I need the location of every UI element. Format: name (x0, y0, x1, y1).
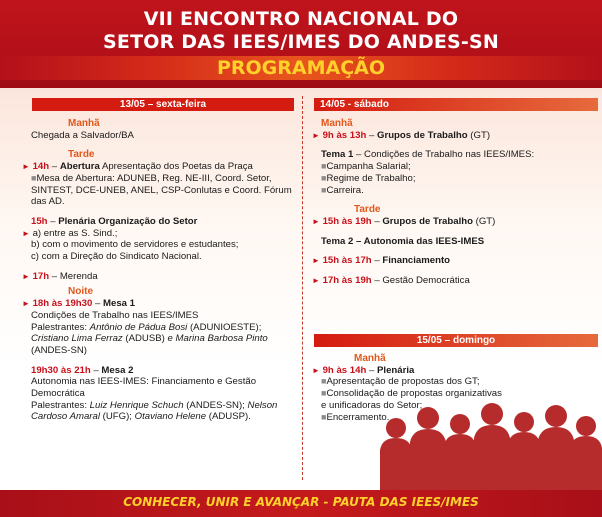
mesa1-speaker3-org: (ANDES-SN) (31, 344, 87, 356)
event-title-line2: SETOR DAS IEES/IMES DO ANDES-SN (103, 31, 499, 53)
mesa1-time: 18h às 19h30 (32, 298, 93, 310)
gt-time: 9h às 13h (322, 129, 367, 141)
plen-time: 9h às 14h (322, 364, 367, 376)
plenaria-title: Plenária Organização do Setor (58, 215, 198, 227)
tema1 (312, 149, 598, 161)
arrow-icon: ► (312, 216, 320, 226)
square-bullet-icon: ■ (321, 172, 327, 183)
square-bullet-icon: ■ (31, 172, 37, 183)
mesa1-conjunction: e (167, 333, 173, 345)
mesa1-theme: Condições de Trabalho nas IEES/IMES (31, 309, 199, 321)
mesa2-pal-label: Palestrantes: (31, 399, 87, 411)
day1-mesa-abertura (22, 173, 298, 208)
mesa1-speaker3: Marina Barbosa Pinto (175, 333, 268, 345)
day1-schedule (22, 118, 298, 423)
arrow-icon: ► (312, 256, 320, 266)
plen-title: Plenária (377, 364, 415, 376)
day1-mesa2: 19h30 às 21h – Mesa 2 (31, 364, 134, 376)
gt-title: Grupos de Trabalho (377, 129, 468, 141)
mesa2-theme: Autonomia nas IEES-IMES: Financiamento e Gestão Democrática (31, 376, 257, 400)
mesa1-speakers (22, 322, 298, 357)
day3-item-text: Encerramento. (326, 411, 390, 423)
program-title: PROGRAMAÇÃO (216, 57, 386, 79)
day2-manha-heading: Manhã (321, 118, 353, 129)
mesa1-speaker1: Antônio de Pádua Bosi (89, 321, 188, 333)
tema1-item (312, 161, 598, 173)
day3-plenaria: ► 9h às 14h – Plenária (312, 364, 415, 376)
fin-time: 15h às 17h (322, 255, 372, 267)
mesa1-pal-label: Palestrantes: (31, 321, 87, 333)
day2-date-bar: 14/05 - sábado (314, 98, 598, 111)
mesa2-title: Mesa 2 (101, 364, 134, 376)
day1-plenaria: 15h – Plenária Organização do Setor (31, 215, 198, 227)
day3-item-text: Consolidação de propostas organizativas e unificadoras do Setor; (321, 388, 502, 411)
mesa2-speakers (22, 400, 298, 423)
day3-item (312, 376, 502, 388)
arrow-icon: ► (312, 130, 320, 140)
plenaria-time: 15h (31, 215, 48, 227)
day2-gt: ► 9h às 13h – Grupos de Trabalho (GT) (312, 129, 491, 141)
arrow-icon: ► (22, 299, 30, 309)
day1-merenda: ► 17h – Merenda (22, 270, 98, 282)
plenaria-item-b: b) com o movimento de servidores e estudantes; (31, 239, 239, 251)
day3-item-text: Apresentação de propostas dos GT; (326, 376, 480, 388)
square-bullet-icon: ■ (321, 161, 327, 172)
day1-abertura: ► 14h – Abertura Apresentação dos Poetas da Praça (22, 161, 253, 173)
abertura-time: 14h (32, 161, 50, 173)
square-bullet-icon: ■ (321, 184, 327, 195)
day1-mesa1: ► 18h às 19h30 – Mesa 1 (22, 298, 136, 310)
gt2-abbr: (GT) (475, 215, 496, 227)
mesa2-speaker2-org: (UFG); (102, 411, 132, 423)
tema1-text: – Condições de Trabalho nas IEES/IMES: (356, 149, 535, 161)
abertura-rest: Apresentação dos Poetas da Praça (101, 161, 253, 173)
mesa2-speaker1: Luiz Henrique Schuch (89, 399, 184, 411)
mesa1-speaker1-org: (ADUNIOESTE); (189, 321, 262, 333)
gt2-title: Grupos de Trabalho (382, 215, 473, 227)
gd-time: 17h às 19h (322, 275, 372, 287)
mesa1-speaker2-org: (ADUSB) (125, 333, 165, 345)
mesa2-speaker2: Nelson Cardoso Amaral (31, 399, 278, 423)
arrow-icon: ► (22, 271, 30, 281)
mesa1-speaker2: Cristiano Lima Ferraz (31, 333, 123, 345)
day1-manha-heading: Manhã (68, 118, 100, 129)
day2-financiamento: ► 15h às 17h – Financiamento (312, 255, 451, 267)
arrow-icon: ► (22, 162, 30, 172)
merenda-time: 17h (32, 270, 50, 282)
tema1-label: Tema 1 (321, 149, 354, 161)
mesa2-time: 19h30 às 21h (31, 364, 91, 376)
day2-gestao: ► 17h às 19h – Gestão Democrática (312, 275, 470, 287)
crowd-silhouettes-image (372, 388, 602, 492)
day1-date-bar: 13/05 – sexta-feira (32, 98, 294, 111)
mesa2-speaker1-org: (ANDES-SN); (186, 399, 245, 411)
square-bullet-icon: ■ (321, 411, 327, 422)
day2-tarde-heading: Tarde (354, 204, 381, 216)
day3-date-bar: 15/05 – domingo (314, 334, 598, 347)
plenaria-item-a (22, 228, 298, 240)
arrow-icon: ► (312, 365, 320, 375)
gt-abbr: (GT) (470, 129, 491, 141)
day3-manha-heading: Manhã (354, 353, 386, 364)
plenaria-item-c: c) com a Direção do Sindicato Nacional. (31, 251, 202, 263)
day2-schedule (312, 118, 598, 287)
footer-slogan: CONHECER, UNIR E AVANÇAR - PAUTA DAS IEES/IMES (123, 495, 479, 509)
arrow-icon: ► (312, 276, 320, 286)
day1-noite-heading: Noite (68, 286, 93, 298)
gd-title: Gestão Democrática (382, 275, 470, 287)
arrow-icon: ► (22, 228, 30, 238)
fin-title: Financiamento (382, 255, 451, 267)
gt2-time: 15h às 19h (322, 215, 372, 227)
tema1-item-text: Regime de Trabalho; (326, 172, 416, 184)
mesa1-title: Mesa 1 (103, 298, 136, 310)
mesa-abertura-text: Mesa de Abertura: ADUNEB, Reg. NE-III, Coord. Setor, SINTEST, DCE-UNEB, ANEL, CSP-Conlutas e Coord. Fórum das AD. (31, 172, 292, 208)
merenda-text: Merenda (59, 270, 98, 282)
event-title-line1: VII ENCONTRO NACIONAL DO (143, 8, 459, 30)
column-divider (302, 96, 303, 480)
mesa2-speaker3-org: (ADUSP). (208, 411, 251, 423)
tema2: Tema 2 – Autonomia das IEES-IMES (321, 235, 485, 247)
day1-manha-text: Chegada a Salvador/BA (31, 129, 134, 141)
mesa2-speaker3: Otaviano Helene (134, 411, 207, 423)
day1-tarde-heading: Tarde (68, 149, 95, 161)
square-bullet-icon: ■ (321, 376, 327, 387)
tema1-item (312, 173, 598, 185)
tema1-item (312, 185, 598, 197)
day2-gt2: ► 15h às 19h – Grupos de Trabalho (GT) (312, 215, 496, 227)
abertura-title: Abertura (59, 161, 100, 173)
tema1-item-text: Campanha Salarial; (326, 161, 411, 173)
square-bullet-icon: ■ (321, 388, 327, 399)
tema1-item-text: Carreira. (326, 184, 364, 196)
plenaria-a-text: a) entre as S. Sind.; (32, 227, 118, 239)
